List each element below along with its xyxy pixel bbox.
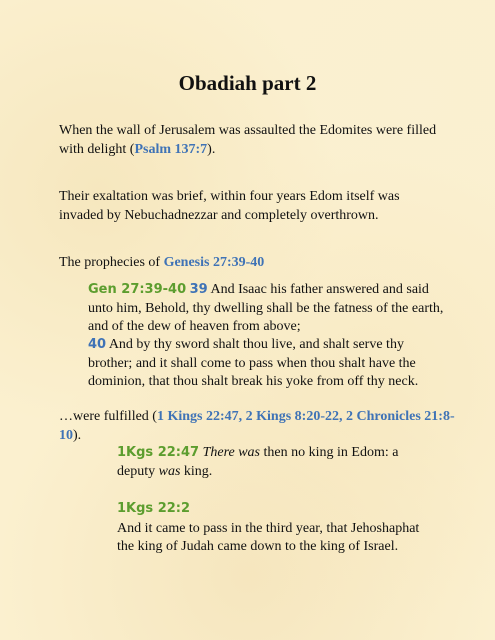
paragraph-text: ). [207, 141, 216, 157]
quote-genesis-verse-40 [88, 336, 448, 392]
paragraph-text: The prophecies of [59, 255, 164, 270]
italic-text: There was [202, 445, 261, 460]
verse-number-40: 40 [88, 337, 107, 352]
paragraph-text: …were fulfilled ( [59, 409, 157, 424]
quote-1-kings-22-47 [117, 444, 427, 481]
paragraph-edomites-delight [59, 122, 439, 159]
paragraph-fulfilled [59, 408, 459, 445]
paragraph-text: ). [73, 427, 82, 443]
quote-reference-genesis[interactable]: Gen 27:39-40 [88, 282, 187, 297]
paragraph-exaltation: Their exaltation was brief, within four years Edom itself was invaded by Nebuchadnezzar and completely overthrown. [59, 189, 400, 223]
page-title: Obadiah part 2 [178, 71, 317, 95]
scripture-reference-kings-chronicles[interactable]: 1 Kings 22:47, 2 Kings 8:20-22, 2 Chronicles 21:8-10 [59, 409, 455, 443]
quote-reference-1kgs-22-2[interactable]: 1Kgs 22:2 [117, 501, 191, 516]
verse-text-40: And by thy sword shalt thou live, and shalt serve thy brother; and it shall come to pass when thou shalt have the dominion, that thou shalt break his yoke from off thy neck. [88, 337, 419, 389]
quote-text: And it came to pass in the third year, that Jehoshaphat the king of Judah came down to the king of Israel. [117, 520, 420, 554]
quote-reference-1kgs-22-47[interactable]: 1Kgs 22:47 [117, 445, 200, 460]
scripture-reference-genesis[interactable]: Genesis 27:39-40 [163, 255, 265, 270]
italic-text: was [158, 463, 181, 479]
verse-number-39: 39 [189, 282, 208, 297]
quote-1-kings-22-2 [117, 500, 427, 557]
quote-text: king. [180, 463, 213, 479]
paragraph-text: When the wall of Jerusalem was assaulted the Edomites were filled with delight ( [59, 123, 437, 157]
quote-genesis-verse-39 [88, 281, 448, 337]
quote-text: then no king in Edom: a deputy [117, 445, 399, 479]
scripture-reference-psalm[interactable]: Psalm 137:7 [134, 141, 208, 157]
paragraph-prophecies [59, 254, 439, 273]
verse-text-39: And Isaac his father answered and said unto him, Behold, thy dwelling shall be the fatness of the earth, and of the dew of heaven from above; [88, 282, 444, 334]
